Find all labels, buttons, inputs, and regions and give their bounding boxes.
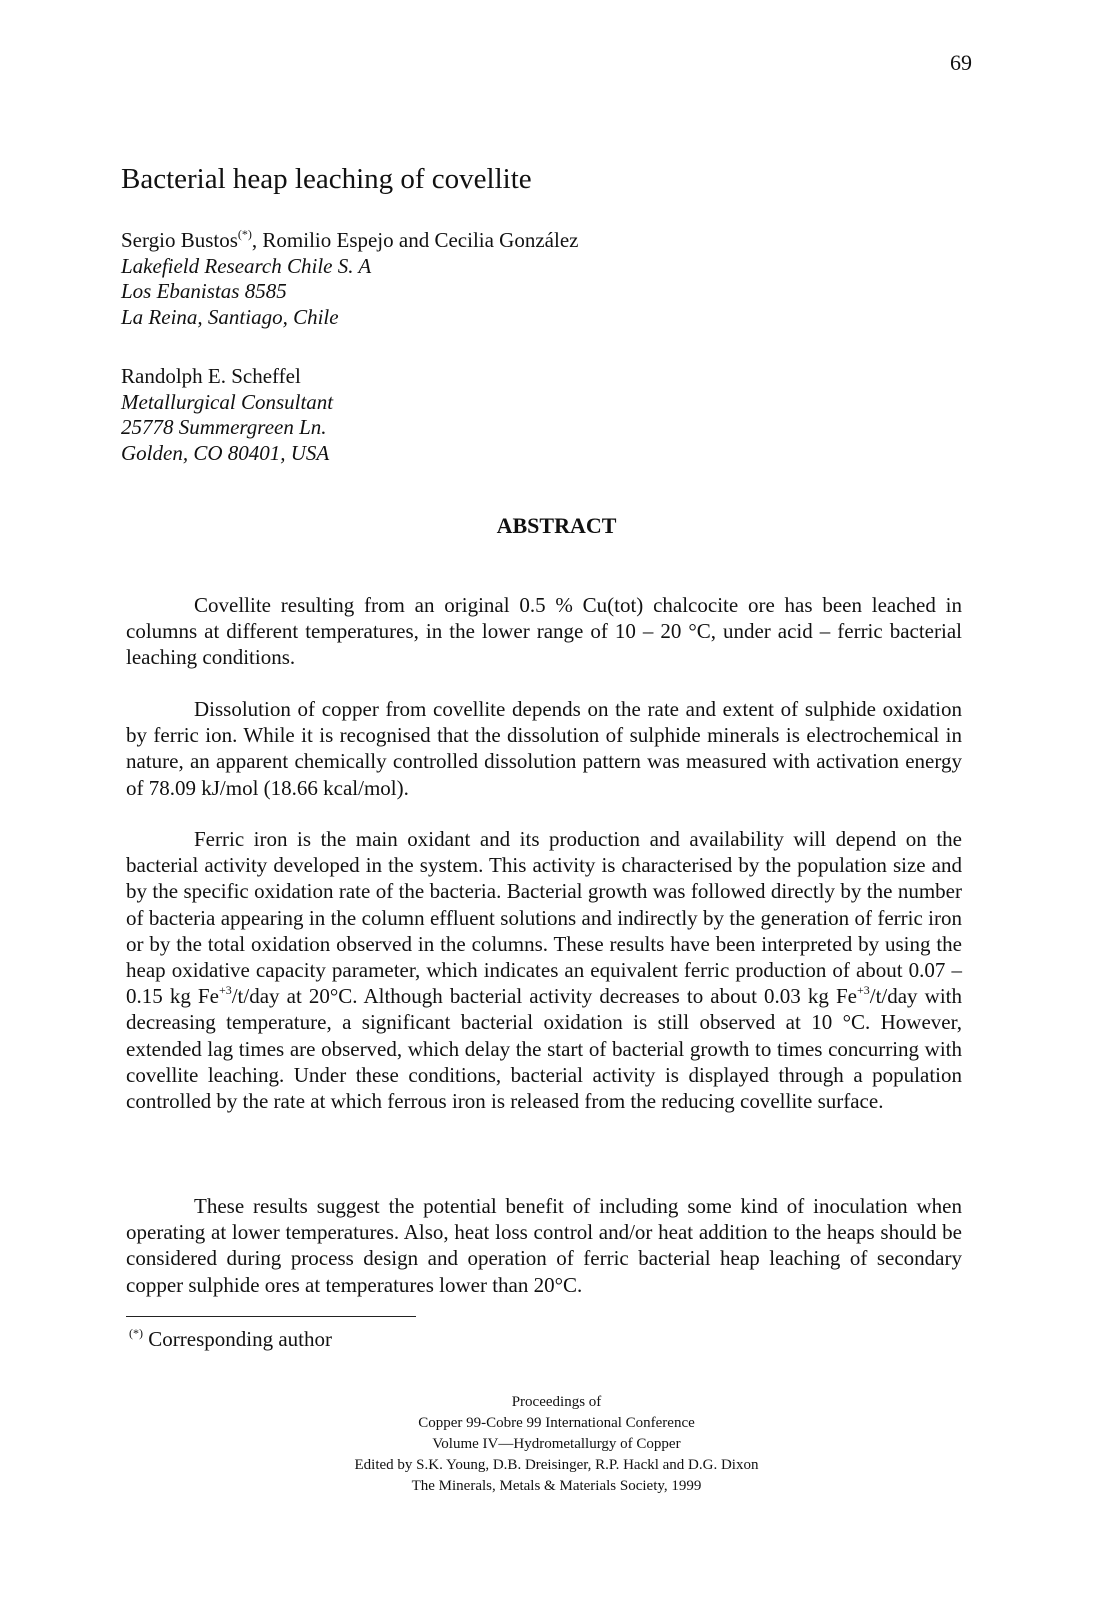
paper-title: Bacterial heap leaching of covellite [121,163,532,195]
proceedings-line-5: The Minerals, Metals & Materials Society, 1999 [411,1478,702,1494]
author-address-1: 25778 Summergreen Ln. [121,415,327,439]
abstract-paragraph-4 [126,1193,962,1298]
abstract-paragraph-3 [126,826,962,1114]
paragraph-text-c: /t/day with decreasing temperature, a significant bacterial oxidation is still observed at 10 °C. However, extended lag times are observed, which delay the start of bacterial growth to times concurring with covellite leaching. Under these conditions, bacterial activity is displayed through a population controlled by the rate at which ferrous iron is released from the reducing covellite surface. [126,984,962,1114]
proceedings-line-4: Edited by S.K. Young, D.B. Dreisinger, R.P. Hackl and D.G. Dixon [354,1457,759,1473]
superscript-charge: +3 [856,983,870,998]
author-name: Randolph E. Scheffel [121,364,301,388]
corresponding-mark: (*) [237,227,252,241]
paragraph-text: Dissolution of copper from covellite depends on the rate and extent of sulphide oxidation by ferric ion. While it is recognised that the dissolution of sulphide minerals is electrochemical in nature, an apparent chemically controlled dissolution pattern was measured with activation energy of 78.09 kJ/mol (18.66 kcal/mol). [126,697,962,800]
proceedings-citation [0,1392,1113,1497]
first-author-name: Sergio Bustos [121,228,238,252]
abstract-paragraph-1 [126,592,962,671]
footnote [129,1327,332,1352]
affiliation-org: Lakefield Research Chile S. A [121,253,372,278]
abstract-heading: ABSTRACT [496,513,617,538]
proceedings-line-2: Copper 99-Cobre 99 International Conference [418,1415,695,1431]
affiliation-address-1: Los Ebanistas 8585 [121,279,287,303]
author-role: Metallurgical Consultant [121,389,334,414]
footnote-mark: (*) [129,1326,143,1340]
paragraph-text: These results suggest the potential benefit of including some kind of inoculation when operating at lower temperatures. Also, heat loss control and/or heat addition to the heaps should be considered during process design and operation of ferric bacterial heap leaching of secondary copper sulphide ores at temperatures lower than 20°C. [126,1194,962,1297]
abstract-paragraph-2 [126,696,962,801]
proceedings-line-1: Proceedings of [511,1394,602,1410]
paragraph-text-b: /t/day at 20°C. Although bacterial activity decreases to about 0.03 kg Fe [231,984,857,1009]
coauthor-names: , Romilio Espejo and Cecilia González [251,228,579,252]
page-number: 69 [950,50,972,75]
affiliation-address-2: La Reina, Santiago, Chile [121,304,339,329]
footnote-text: Corresponding author [143,1327,332,1351]
author-group-2 [121,364,333,466]
paragraph-text-a: Ferric iron is the main oxidant and its production and availability will depend on the bacterial activity developed in the system. This activity is characterised by the population size and by the specific oxidation rate of the bacteria. Bacterial growth was followed directly by the number of bacteria appearing in the column effluent solutions and indirectly by the generation of ferric iron or by the total oxidation observed in the columns. These results have been interpreted by using the heap oxidative capacity parameter, which indicates an equivalent ferric production of about 0.07 – 0.15 kg Fe [126,827,962,1009]
paragraph-text: Covellite resulting from an original 0.5 % Cu(tot) chalcocite ore has been leached in columns at different temperatures, in the lower range of 10 – 20 °C, under acid – ferric bacterial leaching conditions. [126,593,962,670]
footnote-rule [126,1316,416,1317]
proceedings-line-3: Volume IV—Hydrometallurgy of Copper [432,1436,681,1452]
superscript-charge: +3 [218,983,232,998]
author-names [121,228,578,254]
author-group-1 [121,228,578,330]
author-address-2: Golden, CO 80401, USA [121,440,330,465]
